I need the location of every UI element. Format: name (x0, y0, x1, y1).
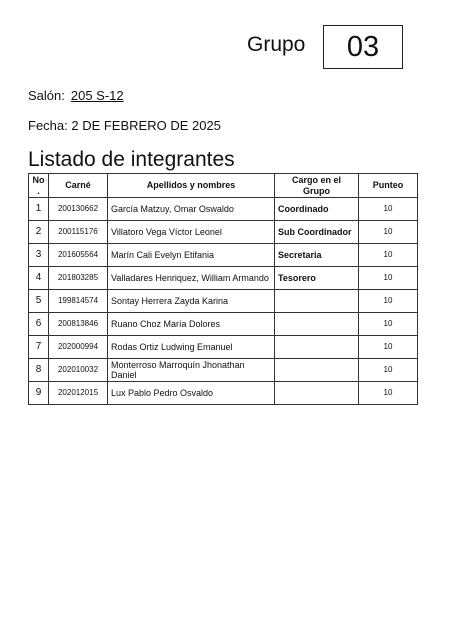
cell-nombre: Rodas Ortiz Ludwing Emanuel (108, 336, 275, 359)
cell-nombre: Villatoro Vega Víctor Leonel (108, 221, 275, 244)
cell-nombre: Valladares Henriquez, William Armando (108, 267, 275, 290)
cell-no: 1 (29, 198, 49, 221)
cell-cargo: Sub Coordinador (275, 221, 359, 244)
room-value: 205 S-12 (70, 88, 124, 103)
table-row (29, 382, 418, 405)
table-row (29, 221, 418, 244)
cell-nombre: Ruano Choz María Dolores (108, 313, 275, 336)
cell-punteo: 10 (359, 336, 418, 359)
cell-cargo (275, 313, 359, 336)
room-label: Salón: (28, 88, 65, 103)
header-nombre: Apellidos y nombres (108, 174, 275, 198)
cell-punteo: 10 (359, 244, 418, 267)
cell-cargo: Coordinado (275, 198, 359, 221)
header-punteo: Punteo (359, 174, 418, 198)
cell-no: 4 (29, 267, 49, 290)
cell-punteo: 10 (359, 313, 418, 336)
date-line: Fecha: 2 DE FEBRERO DE 2025 (28, 118, 221, 133)
cell-punteo: 10 (359, 359, 418, 382)
cell-cargo: Secretaria (275, 244, 359, 267)
cell-carne: 199814574 (49, 290, 108, 313)
cell-punteo: 10 (359, 382, 418, 405)
table-row (29, 198, 418, 221)
cell-punteo: 10 (359, 198, 418, 221)
cell-nombre: Sontay Herrera Zayda Karina (108, 290, 275, 313)
cell-cargo: Tesorero (275, 267, 359, 290)
header-cargo: Cargo en el Grupo (275, 174, 359, 198)
cell-no: 3 (29, 244, 49, 267)
cell-punteo: 10 (359, 290, 418, 313)
cell-cargo (275, 359, 359, 382)
table-row (29, 336, 418, 359)
table-row (29, 267, 418, 290)
cell-carne: 200130662 (49, 198, 108, 221)
cell-carne: 200813846 (49, 313, 108, 336)
cell-no: 2 (29, 221, 49, 244)
table-row (29, 359, 418, 382)
cell-nombre: Lux Pablo Pedro Osvaldo (108, 382, 275, 405)
cell-no: 7 (29, 336, 49, 359)
cell-nombre: García Matzuy, Omar Oswaldo (108, 198, 275, 221)
cell-carne: 202010032 (49, 359, 108, 382)
cell-carne: 202000994 (49, 336, 108, 359)
cell-cargo (275, 382, 359, 405)
cell-nombre: Monterroso Marroquín Jhonathan Daniel (108, 359, 275, 382)
table-row (29, 290, 418, 313)
header-no: No . (29, 174, 49, 198)
cell-carne: 201605564 (49, 244, 108, 267)
cell-no: 8 (29, 359, 49, 382)
cell-no: 9 (29, 382, 49, 405)
cell-no: 6 (29, 313, 49, 336)
cell-no: 5 (29, 290, 49, 313)
cell-punteo: 10 (359, 267, 418, 290)
cell-carne: 200115176 (49, 221, 108, 244)
cell-cargo (275, 290, 359, 313)
members-table (28, 173, 418, 405)
header-carne: Carné (49, 174, 108, 198)
cell-carne: 202012015 (49, 382, 108, 405)
list-title: Listado de integrantes (28, 148, 235, 171)
table-header-row (29, 174, 418, 198)
table-row (29, 244, 418, 267)
room-line (28, 88, 124, 103)
cell-punteo: 10 (359, 221, 418, 244)
group-label: Grupo (247, 33, 306, 56)
cell-cargo (275, 336, 359, 359)
table-row (29, 313, 418, 336)
group-number-box: 03 (323, 25, 403, 69)
cell-nombre: Marín Cali Evelyn Etifania (108, 244, 275, 267)
cell-carne: 201803285 (49, 267, 108, 290)
